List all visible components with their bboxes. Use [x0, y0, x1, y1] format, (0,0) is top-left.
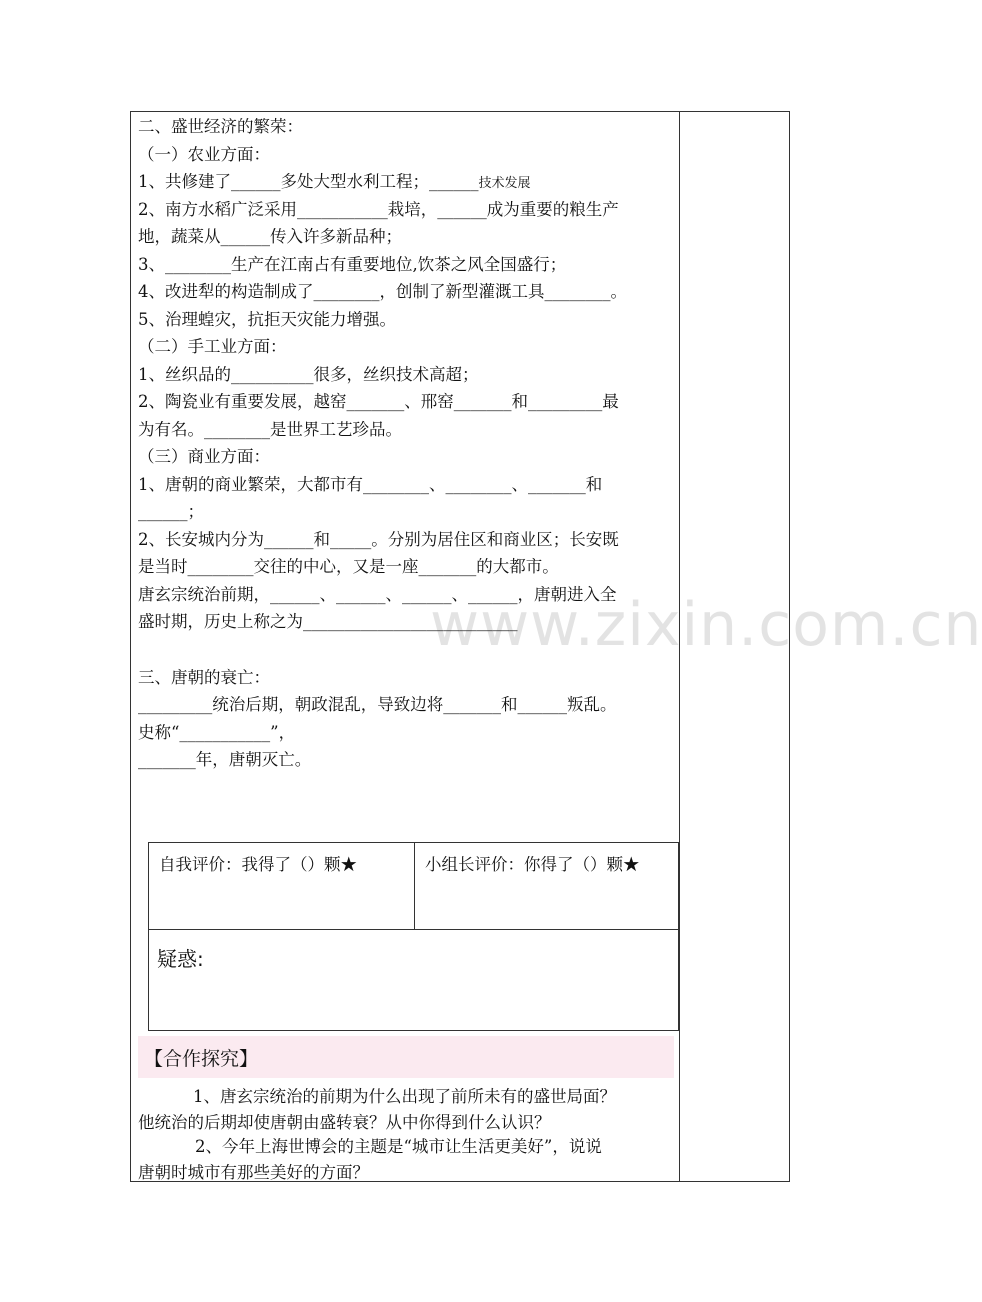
- craft-item-1: 1、丝织品的__________很多，丝织技术高超；: [138, 364, 479, 384]
- xuanzong-a: 唐玄宗统治前期，______、______、______、______，唐朝进入全: [138, 584, 617, 604]
- trade-title: （三）商业方面：: [138, 447, 270, 466]
- doubt-label: 疑惑:: [157, 947, 204, 971]
- agri-item-2b: 地，蔬菜从______传入许多新品种；: [138, 227, 402, 246]
- decline-line-1: _________统治后期，朝政混乱，导致边将_______和______叛乱。: [138, 695, 617, 714]
- craft-title: （二）手工业方面：: [138, 337, 287, 356]
- cooperation-title: 【合作探究】: [144, 1048, 259, 1070]
- agri-item-1-note: 技术发展: [478, 176, 531, 191]
- question-1-line-1: 1、唐玄宗统治的前期为什么出现了前所未有的盛世局面？: [193, 1087, 616, 1106]
- worksheet-content: [138, 116, 676, 777]
- agri-item-4: 4、改进犁的构造制成了________，创制了新型灌溉工具________。: [138, 282, 627, 301]
- agri-item-3: 3、________生产在江南占有重要地位,饮茶之风全国盛行；: [138, 254, 567, 274]
- watermark: www.zixin.com.cn: [430, 590, 982, 660]
- evaluation-box: [148, 842, 679, 1031]
- section2-title: 二、盛世经济的繁荣：: [138, 117, 303, 136]
- agri-item-5: 5、治理蝗灾，抗拒天灾能力增强。: [138, 309, 396, 329]
- craft-item-2b: 为有名。________是世界工艺珍品。: [138, 419, 402, 439]
- question-2-line-2: 唐朝时城市有那些美好的方面？: [138, 1163, 369, 1182]
- agri-title: （一）农业方面：: [138, 144, 270, 164]
- question-2-line-1: 2、今年上海世博会的主题是“城市让生活更美好”，说说: [195, 1137, 602, 1156]
- xuanzong-b: 盛时期，历史上称之为__________________________: [138, 612, 518, 631]
- question-1-line-2: 他统治的后期却使唐朝由盛转衰？从中你得到什么认识？: [138, 1113, 551, 1132]
- trade-item-1a: 1、唐朝的商业繁荣，大都市有________、________、_______和: [138, 474, 603, 494]
- cooperation-header: [138, 1036, 674, 1078]
- decline-line-2: 史称“___________”，: [138, 722, 296, 742]
- trade-item-2a: 2、长安城内分为______和_____。分别为居住区和商业区；长安既: [138, 529, 619, 549]
- question-2: [138, 1134, 673, 1186]
- agri-item-1: 1、共修建了______多处大型水利工程；______技术发展: [138, 172, 531, 191]
- evaluation-divider: [414, 843, 415, 929]
- section3-title: 三、唐朝的衰亡：: [138, 667, 270, 687]
- trade-item-2b: 是当时________交往的中心，又是一座_______的大都市。: [138, 557, 559, 576]
- agri-item-2a: 2、南方水稻广泛采用___________栽培，______成为重要的粮生产: [138, 199, 619, 219]
- self-evaluation: 自我评价：我得了（）颗★: [159, 855, 357, 874]
- question-1: [138, 1084, 673, 1136]
- evaluation-row-divider: [149, 929, 678, 930]
- leader-evaluation: 小组长评价：你得了（）颗★: [425, 855, 640, 874]
- decline-line-3: _______年，唐朝灭亡。: [138, 750, 312, 769]
- craft-item-2a: 2、陶瓷业有重要发展，越窑_______、邢窑_______和_________最: [138, 392, 619, 411]
- trade-item-1b: ______；: [138, 502, 204, 521]
